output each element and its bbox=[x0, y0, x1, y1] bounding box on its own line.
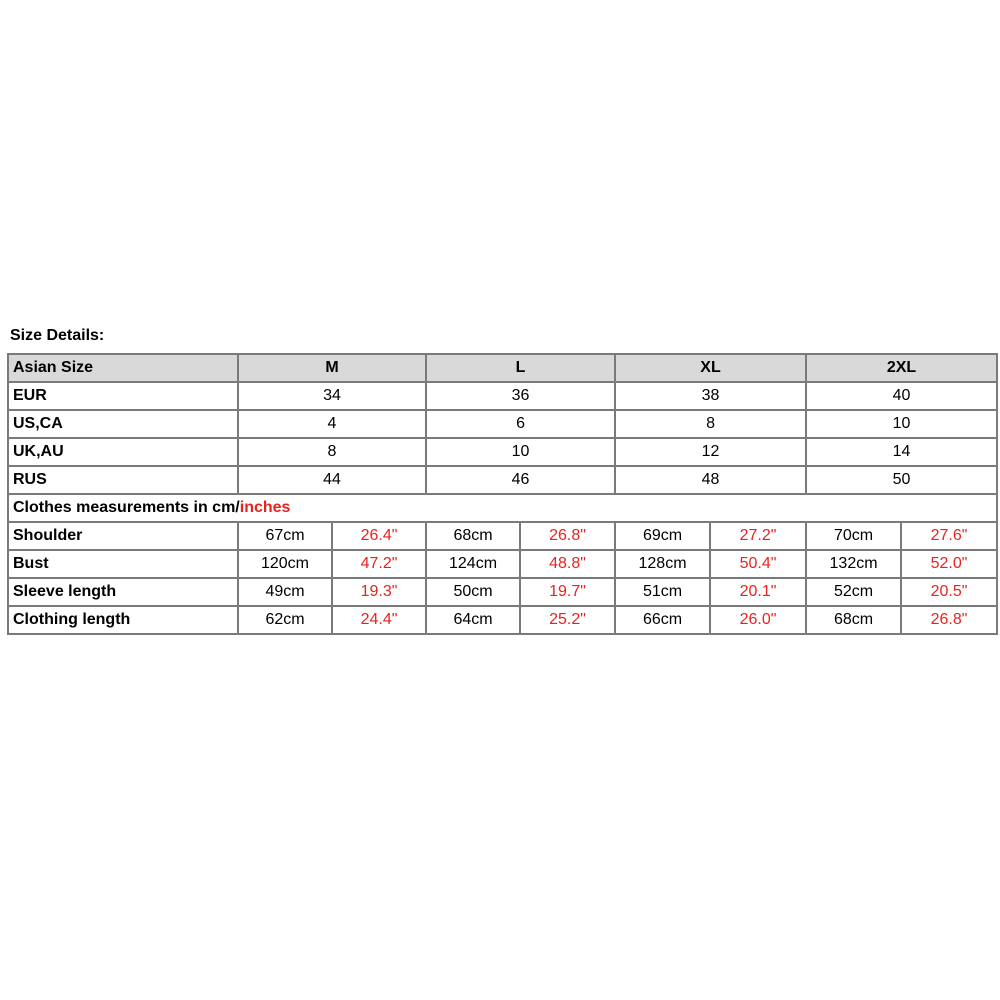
page-title: Size Details: bbox=[10, 327, 105, 344]
table-row bbox=[8, 606, 997, 634]
cm-cell: 70cm bbox=[806, 522, 901, 550]
row-label: Sleeve length bbox=[8, 578, 238, 606]
inch-cell: 19.3" bbox=[332, 578, 426, 606]
table-cell: 10 bbox=[426, 438, 615, 466]
table-row bbox=[8, 522, 997, 550]
table-cell: 12 bbox=[615, 438, 806, 466]
row-label: US,CA bbox=[8, 410, 238, 438]
cm-cell: 49cm bbox=[238, 578, 332, 606]
header-label: Asian Size bbox=[8, 354, 238, 382]
inch-cell: 27.2" bbox=[710, 522, 806, 550]
table-cell: 46 bbox=[426, 466, 615, 494]
table-cell: 34 bbox=[238, 382, 426, 410]
cm-cell: 52cm bbox=[806, 578, 901, 606]
table-cell: 48 bbox=[615, 466, 806, 494]
table-cell: 6 bbox=[426, 410, 615, 438]
inch-cell: 47.2" bbox=[332, 550, 426, 578]
cm-cell: 51cm bbox=[615, 578, 710, 606]
measurements-heading bbox=[8, 494, 997, 522]
cm-cell: 62cm bbox=[238, 606, 332, 634]
table-cell: 14 bbox=[806, 438, 997, 466]
size-header: M bbox=[238, 354, 426, 382]
table-row bbox=[8, 578, 997, 606]
measurements-heading-row bbox=[8, 494, 997, 522]
row-label: Shoulder bbox=[8, 522, 238, 550]
inch-cell: 26.4" bbox=[332, 522, 426, 550]
cm-cell: 69cm bbox=[615, 522, 710, 550]
inch-cell: 20.5" bbox=[901, 578, 997, 606]
table-cell: 50 bbox=[806, 466, 997, 494]
table-row bbox=[8, 550, 997, 578]
table-header-row bbox=[8, 354, 997, 382]
inch-cell: 25.2" bbox=[520, 606, 615, 634]
table-cell: 40 bbox=[806, 382, 997, 410]
inch-cell: 52.0" bbox=[901, 550, 997, 578]
size-header: 2XL bbox=[806, 354, 997, 382]
size-header: XL bbox=[615, 354, 806, 382]
cm-cell: 64cm bbox=[426, 606, 520, 634]
inch-cell: 27.6" bbox=[901, 522, 997, 550]
row-label: EUR bbox=[8, 382, 238, 410]
cm-cell: 132cm bbox=[806, 550, 901, 578]
size-chart-table bbox=[7, 353, 998, 635]
table-row bbox=[8, 382, 997, 410]
table-row bbox=[8, 438, 997, 466]
inch-cell: 26.8" bbox=[901, 606, 997, 634]
size-header: L bbox=[426, 354, 615, 382]
table-cell: 36 bbox=[426, 382, 615, 410]
cm-cell: 66cm bbox=[615, 606, 710, 634]
row-label: UK,AU bbox=[8, 438, 238, 466]
cm-cell: 124cm bbox=[426, 550, 520, 578]
inch-cell: 48.8" bbox=[520, 550, 615, 578]
table-cell: 8 bbox=[615, 410, 806, 438]
inch-cell: 26.0" bbox=[710, 606, 806, 634]
cm-cell: 68cm bbox=[426, 522, 520, 550]
inch-cell: 24.4" bbox=[332, 606, 426, 634]
table-cell: 10 bbox=[806, 410, 997, 438]
cm-cell: 68cm bbox=[806, 606, 901, 634]
inch-cell: 19.7" bbox=[520, 578, 615, 606]
cm-cell: 120cm bbox=[238, 550, 332, 578]
cm-cell: 128cm bbox=[615, 550, 710, 578]
table-cell: 8 bbox=[238, 438, 426, 466]
table-cell: 38 bbox=[615, 382, 806, 410]
inch-cell: 20.1" bbox=[710, 578, 806, 606]
inch-cell: 26.8" bbox=[520, 522, 615, 550]
table-cell: 4 bbox=[238, 410, 426, 438]
table-cell: 44 bbox=[238, 466, 426, 494]
row-label: Bust bbox=[8, 550, 238, 578]
inch-cell: 50.4" bbox=[710, 550, 806, 578]
row-label: Clothing length bbox=[8, 606, 238, 634]
measurements-heading-prefix: Clothes measurements in cm/ bbox=[13, 499, 240, 516]
measurements-heading-inches: inches bbox=[239, 499, 291, 516]
cm-cell: 50cm bbox=[426, 578, 520, 606]
cm-cell: 67cm bbox=[238, 522, 332, 550]
table-row bbox=[8, 410, 997, 438]
table-row bbox=[8, 466, 997, 494]
row-label: RUS bbox=[8, 466, 238, 494]
